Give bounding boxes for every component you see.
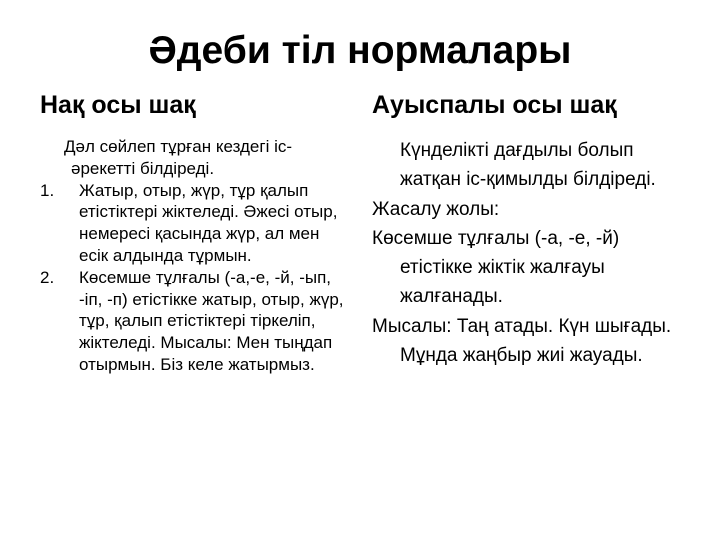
present-tense-heading: Нақ осы шақ bbox=[40, 91, 196, 119]
present-tense-body bbox=[40, 136, 350, 376]
formation-label: Жасалу жолы: bbox=[372, 198, 500, 220]
habitual-present-column bbox=[372, 90, 672, 370]
list-item-number: 2. bbox=[40, 267, 55, 287]
present-tense-column bbox=[40, 90, 350, 376]
habitual-present-definition: Күнделікті дағдылы болып жатқан іс-қимылды білдіреді. bbox=[400, 140, 656, 191]
habitual-present-body bbox=[372, 136, 672, 370]
list-item-number: 1. bbox=[40, 180, 55, 200]
example-text: Мысалы: Таң атады. Күн шығады. Мұнда жаңбыр жиі жауады. bbox=[372, 315, 672, 367]
present-tense-definition: Дәл сөйлеп тұрған кездегі іс-әрекетті білдіреді. bbox=[64, 137, 293, 178]
present-tense-list bbox=[40, 180, 350, 376]
list-item bbox=[40, 267, 350, 376]
list-item-text: Жатыр, отыр, жүр, тұр қалып етістіктері жіктеледі. Әжесі отыр, немересі қасында жүр, ал мен есік алдында тұрмын. bbox=[79, 180, 338, 265]
list-item-text: Көсемше тұлғалы (-а,-е, -й, -ып, -іп, -п) етістікке жатыр, отыр, жүр, тұр, қалып етістіктері тіркеліп, жіктеледі. Мысалы: Мен тыңдап отырмын. Біз келе жатырмыз. bbox=[79, 267, 344, 374]
list-item bbox=[40, 180, 350, 267]
habitual-present-heading: Ауыспалы осы шақ bbox=[372, 91, 617, 119]
slide-title: Әдеби тіл нормалары bbox=[148, 29, 572, 72]
formation-text: Көсемше тұлғалы (-а, -е, -й) етістікке жіктік жалғауы жалғанады. bbox=[372, 227, 620, 308]
